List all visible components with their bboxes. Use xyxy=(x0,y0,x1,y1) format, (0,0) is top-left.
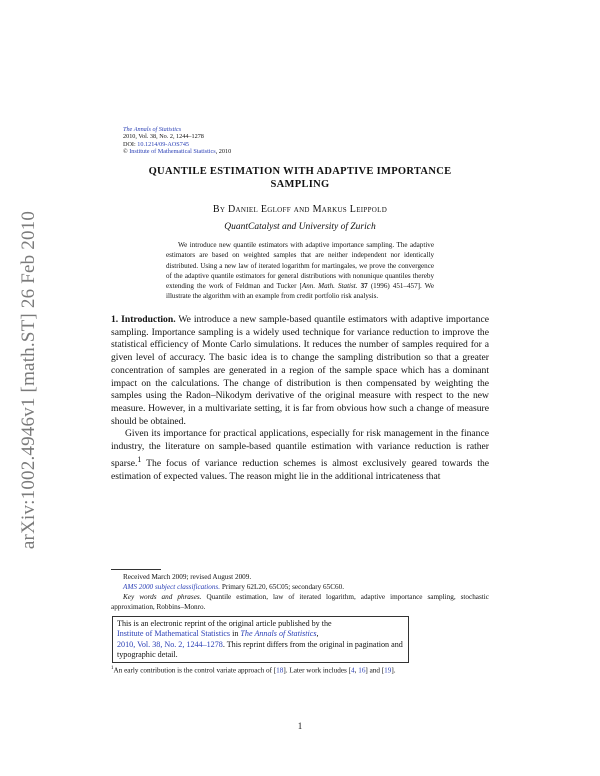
arxiv-sidebar xyxy=(18,180,40,580)
abstract-text-1: We introduce new quantile estimators with adaptive importance sampling. The adaptive estimators are based on weighted samples that are neither independent nor identically distributed. Using a new law of iterated logarithm for martingales, we prove the convergence of the adaptive quantile estimators for general distributions with nonunique quantiles thereby extending the work of Feldman and Tucker [ xyxy=(166,241,434,291)
reprint-in: in xyxy=(230,629,241,639)
abstract-journal-ref: Ann. Math. Statist. xyxy=(301,282,358,291)
arxiv-identifier: arXiv:1002.4946v1 [math.ST] 26 Feb 2010 xyxy=(18,210,39,550)
keywords-text: Quantile estimation, law of iterated logarithm, adaptive importance sampling, stochastic approximation, Robbins–Monro. xyxy=(111,593,489,611)
page-number: 1 xyxy=(297,721,303,731)
paper-title xyxy=(112,165,488,191)
doi-line xyxy=(123,141,231,148)
footnote-1-number: 1 xyxy=(111,666,114,671)
title-line-1: QUANTILE ESTIMATION WITH ADAPTIVE IMPORTANCE xyxy=(148,166,452,177)
reprint-comma: , xyxy=(316,629,319,639)
journal-header xyxy=(123,126,231,156)
abstract-text-2: (1996) 451–457]. We illustrate the algorithm with an example from credit portfolio risk analysis. xyxy=(166,282,435,301)
intro-paragraph-1 xyxy=(111,314,489,428)
intro-text-2b: The focus of variance reduction schemes is almost exclusively geared towards the estimation of expected values. The reason might lie in the additional intricateness that xyxy=(111,457,489,482)
journal-name[interactable]: The Annals of Statistics xyxy=(123,126,182,133)
ref-link-4[interactable]: 4 xyxy=(351,666,355,675)
abstract-volume: 37 xyxy=(357,282,371,291)
intro-paragraph-2 xyxy=(111,428,489,483)
ref-link-16[interactable]: 16 xyxy=(358,666,366,675)
fn1-sep: , xyxy=(354,666,359,675)
reprint-volume-link[interactable]: 2010, Vol. 38, No. 2, 1244–1278 xyxy=(117,639,223,649)
footnote-rule xyxy=(111,569,161,570)
ref-link-19[interactable]: 19 xyxy=(384,666,392,675)
copyright-symbol: © xyxy=(123,148,130,156)
received-dates: Received March 2009; revised August 2009. xyxy=(123,573,252,581)
ams-classification xyxy=(111,582,489,592)
body-text xyxy=(111,314,489,483)
journal-volume: 2010, Vol. 38, No. 2, 1244–1278 xyxy=(123,133,204,141)
fn1-text-a: An early contribution is the control variate approach of [ xyxy=(113,666,277,675)
title-line-2: SAMPLING xyxy=(270,179,330,190)
copyright-line xyxy=(123,148,231,155)
affiliation: QuantCatalyst and University of Zurich xyxy=(224,222,376,232)
footnote-marker[interactable]: 1 xyxy=(137,454,142,464)
fn1-text-d: ]. xyxy=(391,666,396,675)
authors: By Daniel Egloff and Markus Leippold xyxy=(212,204,388,215)
doi-prefix: DOI: xyxy=(123,140,138,148)
reprint-journal-link[interactable]: The Annals of Statistics xyxy=(240,629,317,639)
ams-link[interactable]: AMS 2000 subject classifications. xyxy=(123,583,221,591)
reprint-ims-link[interactable]: Institute of Mathematical Statistics xyxy=(117,629,231,639)
ims-link[interactable]: Institute of Mathematical Statistics xyxy=(129,148,216,156)
section-heading: 1. Introduction. xyxy=(111,314,176,325)
doi-link[interactable]: 10.1214/09-AOS745 xyxy=(137,140,190,148)
fn1-text-b: ]. Later work includes [ xyxy=(283,666,352,675)
copyright-year: , 2010 xyxy=(215,148,232,156)
keywords xyxy=(111,592,489,612)
ref-link-18[interactable]: 18 xyxy=(276,666,284,675)
abstract xyxy=(166,240,434,302)
intro-text-2a: Given its importance for practical applications, especially for risk management in the finance industry, the literature on sample-based quantile estimation with variance reduction is rather sparse. xyxy=(111,428,489,469)
intro-text-1: We introduce a new sample-based quantile estimators with adaptive importance sampling. Importance sampling is a widely used technique for variance reduction to improve the statistical efficiency of Monte Carlo simulations. It reduces the number of samples required for a given level of accuracy. The basic idea is to change the sampling distribution so that a greater concentration of samples are generated in a region of the sample space which has a dominant impact on the calculations. The change of distribution is then compensated by weighting the samples using the Radon–Nikodym derivative of the original measure with respect to the new measure. However, in a multivariate setting, it is far from obvious how such a change of measure should be obtained. xyxy=(111,314,489,427)
fn1-text-c: ] and [ xyxy=(365,666,385,675)
footnote-1 xyxy=(111,664,489,675)
ams-codes: Primary 62L20, 65C05; secondary 65C60. xyxy=(220,583,345,591)
front-footnotes xyxy=(111,572,489,612)
reprint-rest: . This reprint differs from the original in pagination and typographic detail. xyxy=(117,639,403,659)
reprint-notice-box xyxy=(112,616,409,663)
keywords-label: Key words and phrases. xyxy=(123,593,202,601)
reprint-line-1: This is an electronic reprint of the original article published by the xyxy=(117,619,332,628)
